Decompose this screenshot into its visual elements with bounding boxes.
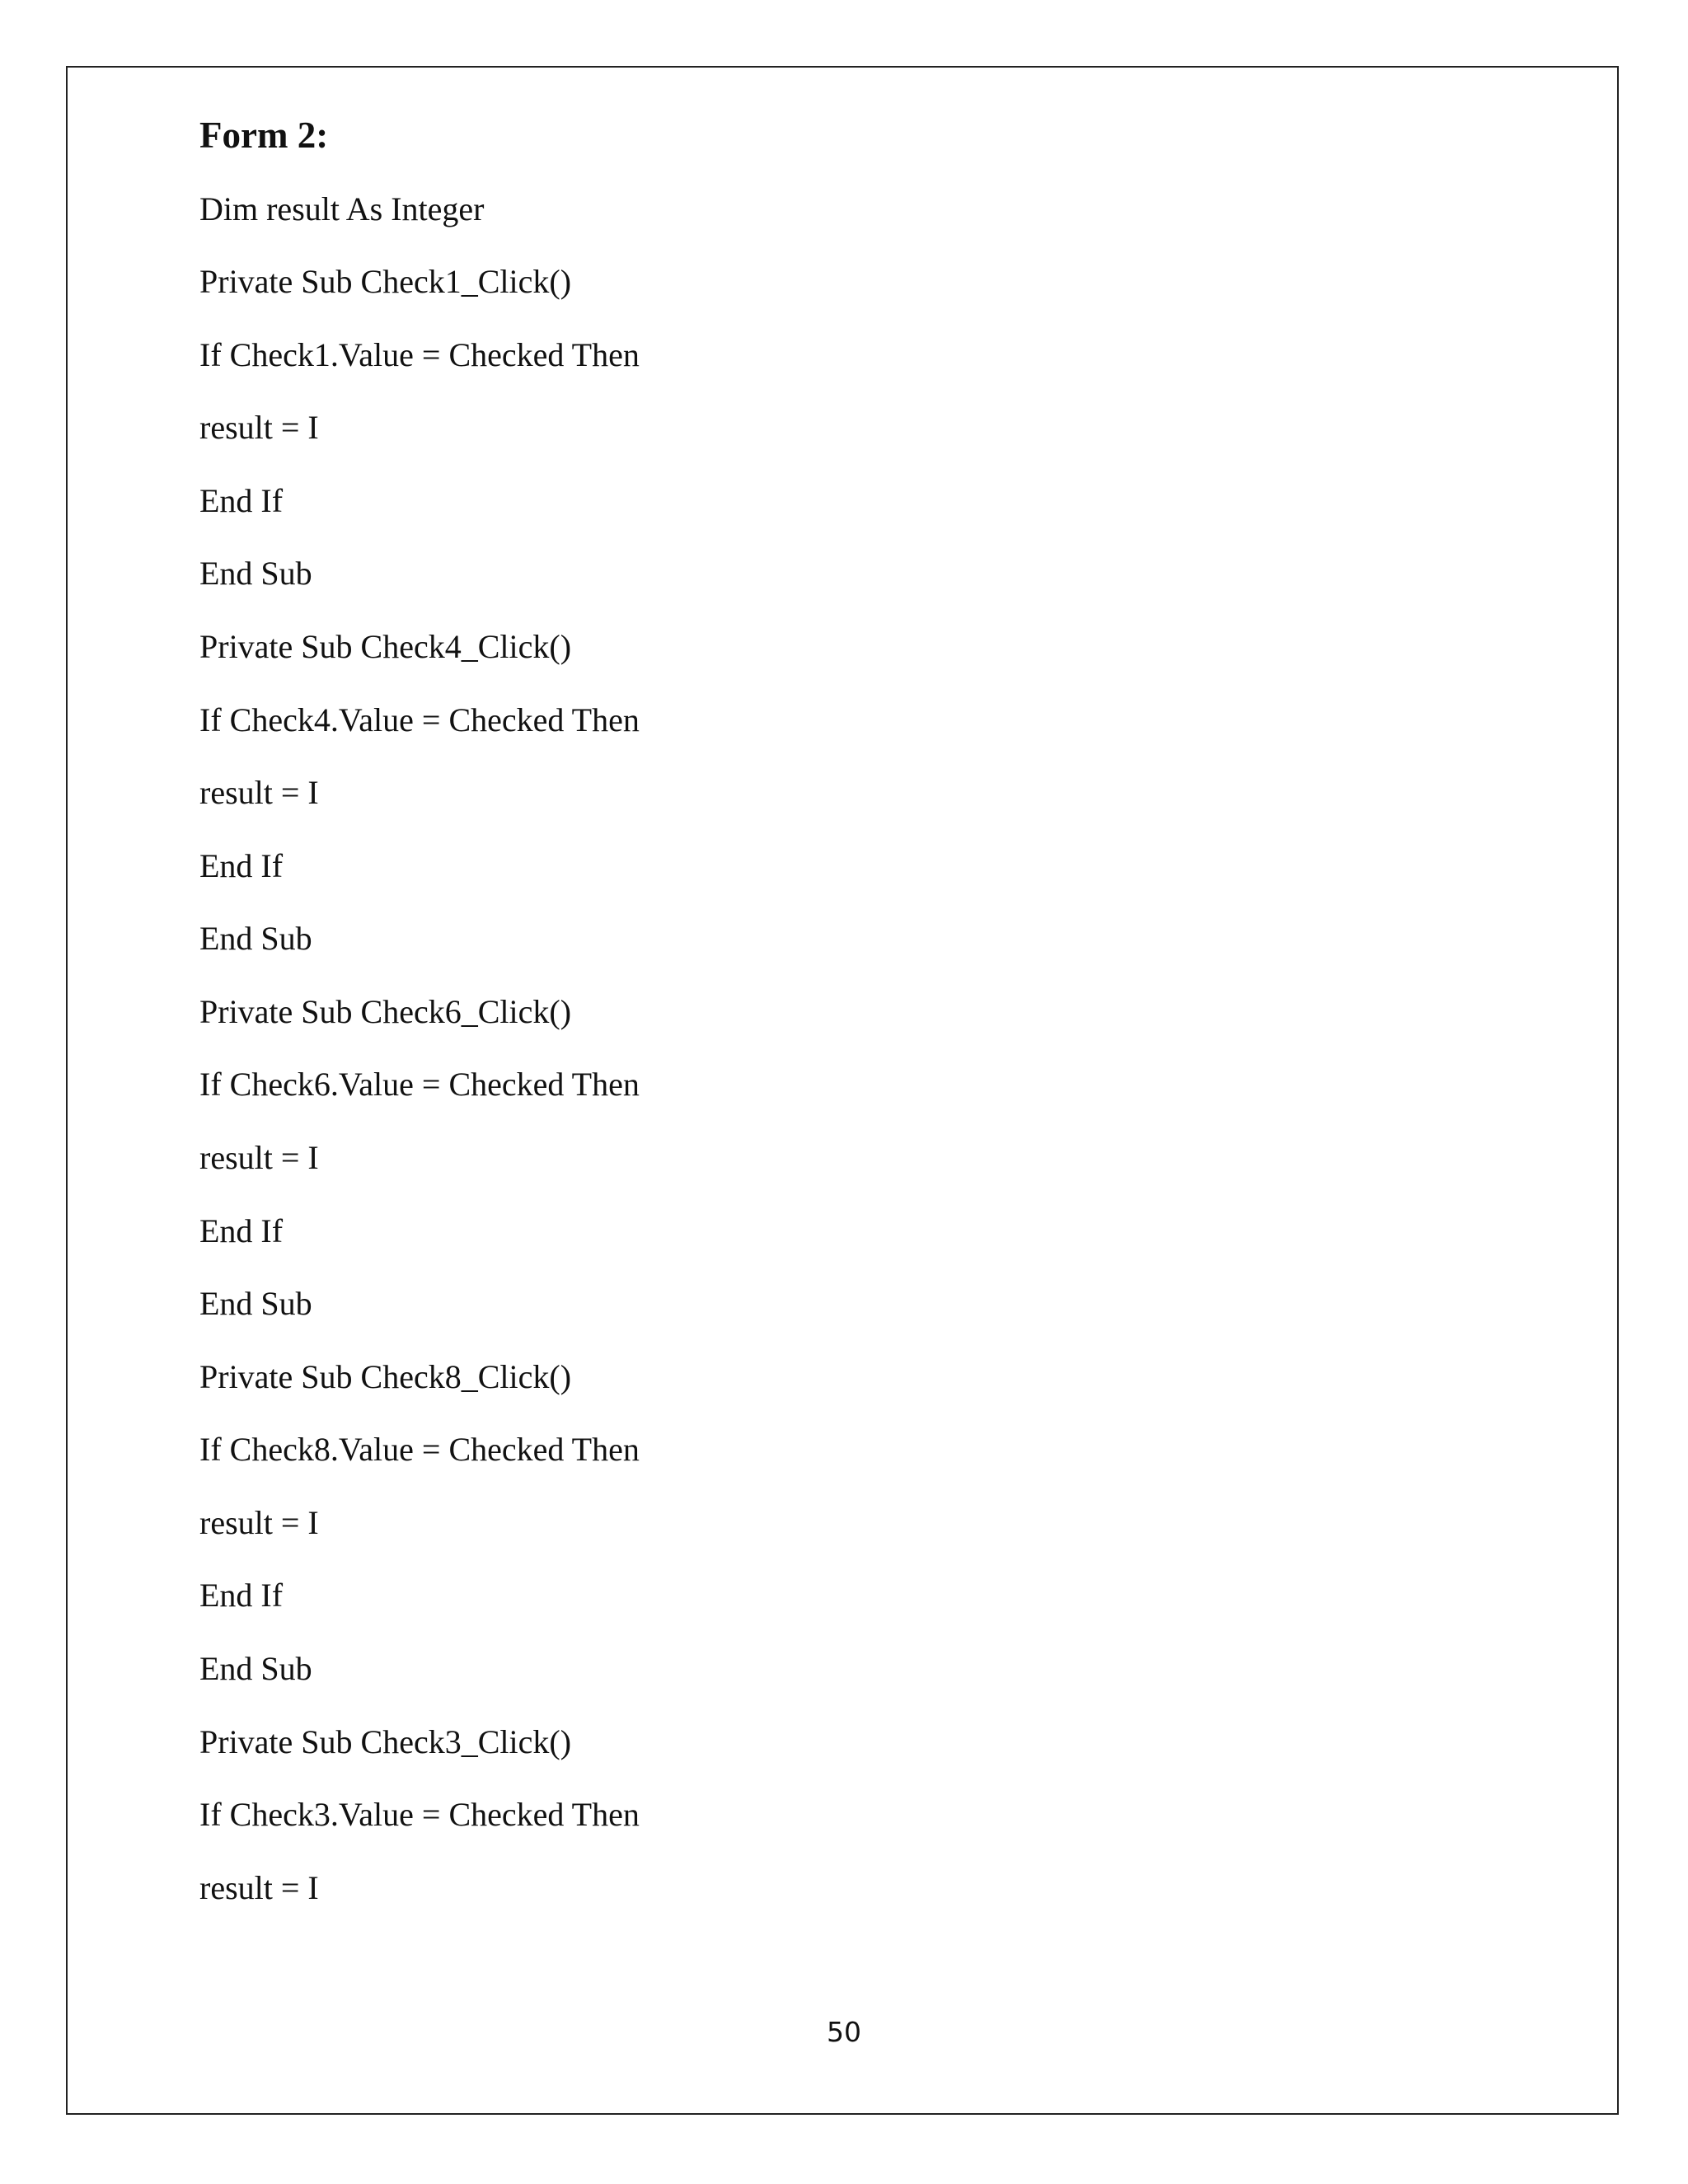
- code-line: result = I: [199, 1139, 319, 1176]
- code-line: End If: [199, 1577, 284, 1614]
- code-line: result = I: [199, 1869, 319, 1906]
- code-line: End If: [199, 847, 284, 884]
- code-line: End If: [199, 1212, 284, 1249]
- code-line: End Sub: [199, 1285, 312, 1322]
- code-line: result = I: [199, 409, 319, 446]
- code-line: If Check8.Value = Checked Then: [199, 1431, 640, 1468]
- code-line: End Sub: [199, 1650, 312, 1687]
- code-line: If Check6.Value = Checked Then: [199, 1066, 640, 1103]
- code-line: If Check1.Value = Checked Then: [199, 336, 640, 373]
- code-line: If Check3.Value = Checked Then: [199, 1796, 640, 1833]
- code-line: result = I: [199, 774, 319, 811]
- code-line: End If: [199, 482, 284, 519]
- form-heading: Form 2:: [199, 115, 329, 156]
- code-line: Private Sub Check3_Click(): [199, 1723, 572, 1760]
- code-line: End Sub: [199, 920, 312, 957]
- code-line: If Check4.Value = Checked Then: [199, 701, 640, 738]
- code-line: Dim result As Integer: [199, 190, 485, 227]
- code-line: result = I: [199, 1504, 319, 1541]
- code-line: Private Sub Check1_Click(): [199, 263, 572, 300]
- page-number: 50: [827, 2016, 861, 2048]
- code-line: Private Sub Check6_Click(): [199, 993, 572, 1030]
- code-line: End Sub: [199, 555, 312, 592]
- code-line: Private Sub Check8_Click(): [199, 1358, 572, 1395]
- code-line: Private Sub Check4_Click(): [199, 628, 572, 665]
